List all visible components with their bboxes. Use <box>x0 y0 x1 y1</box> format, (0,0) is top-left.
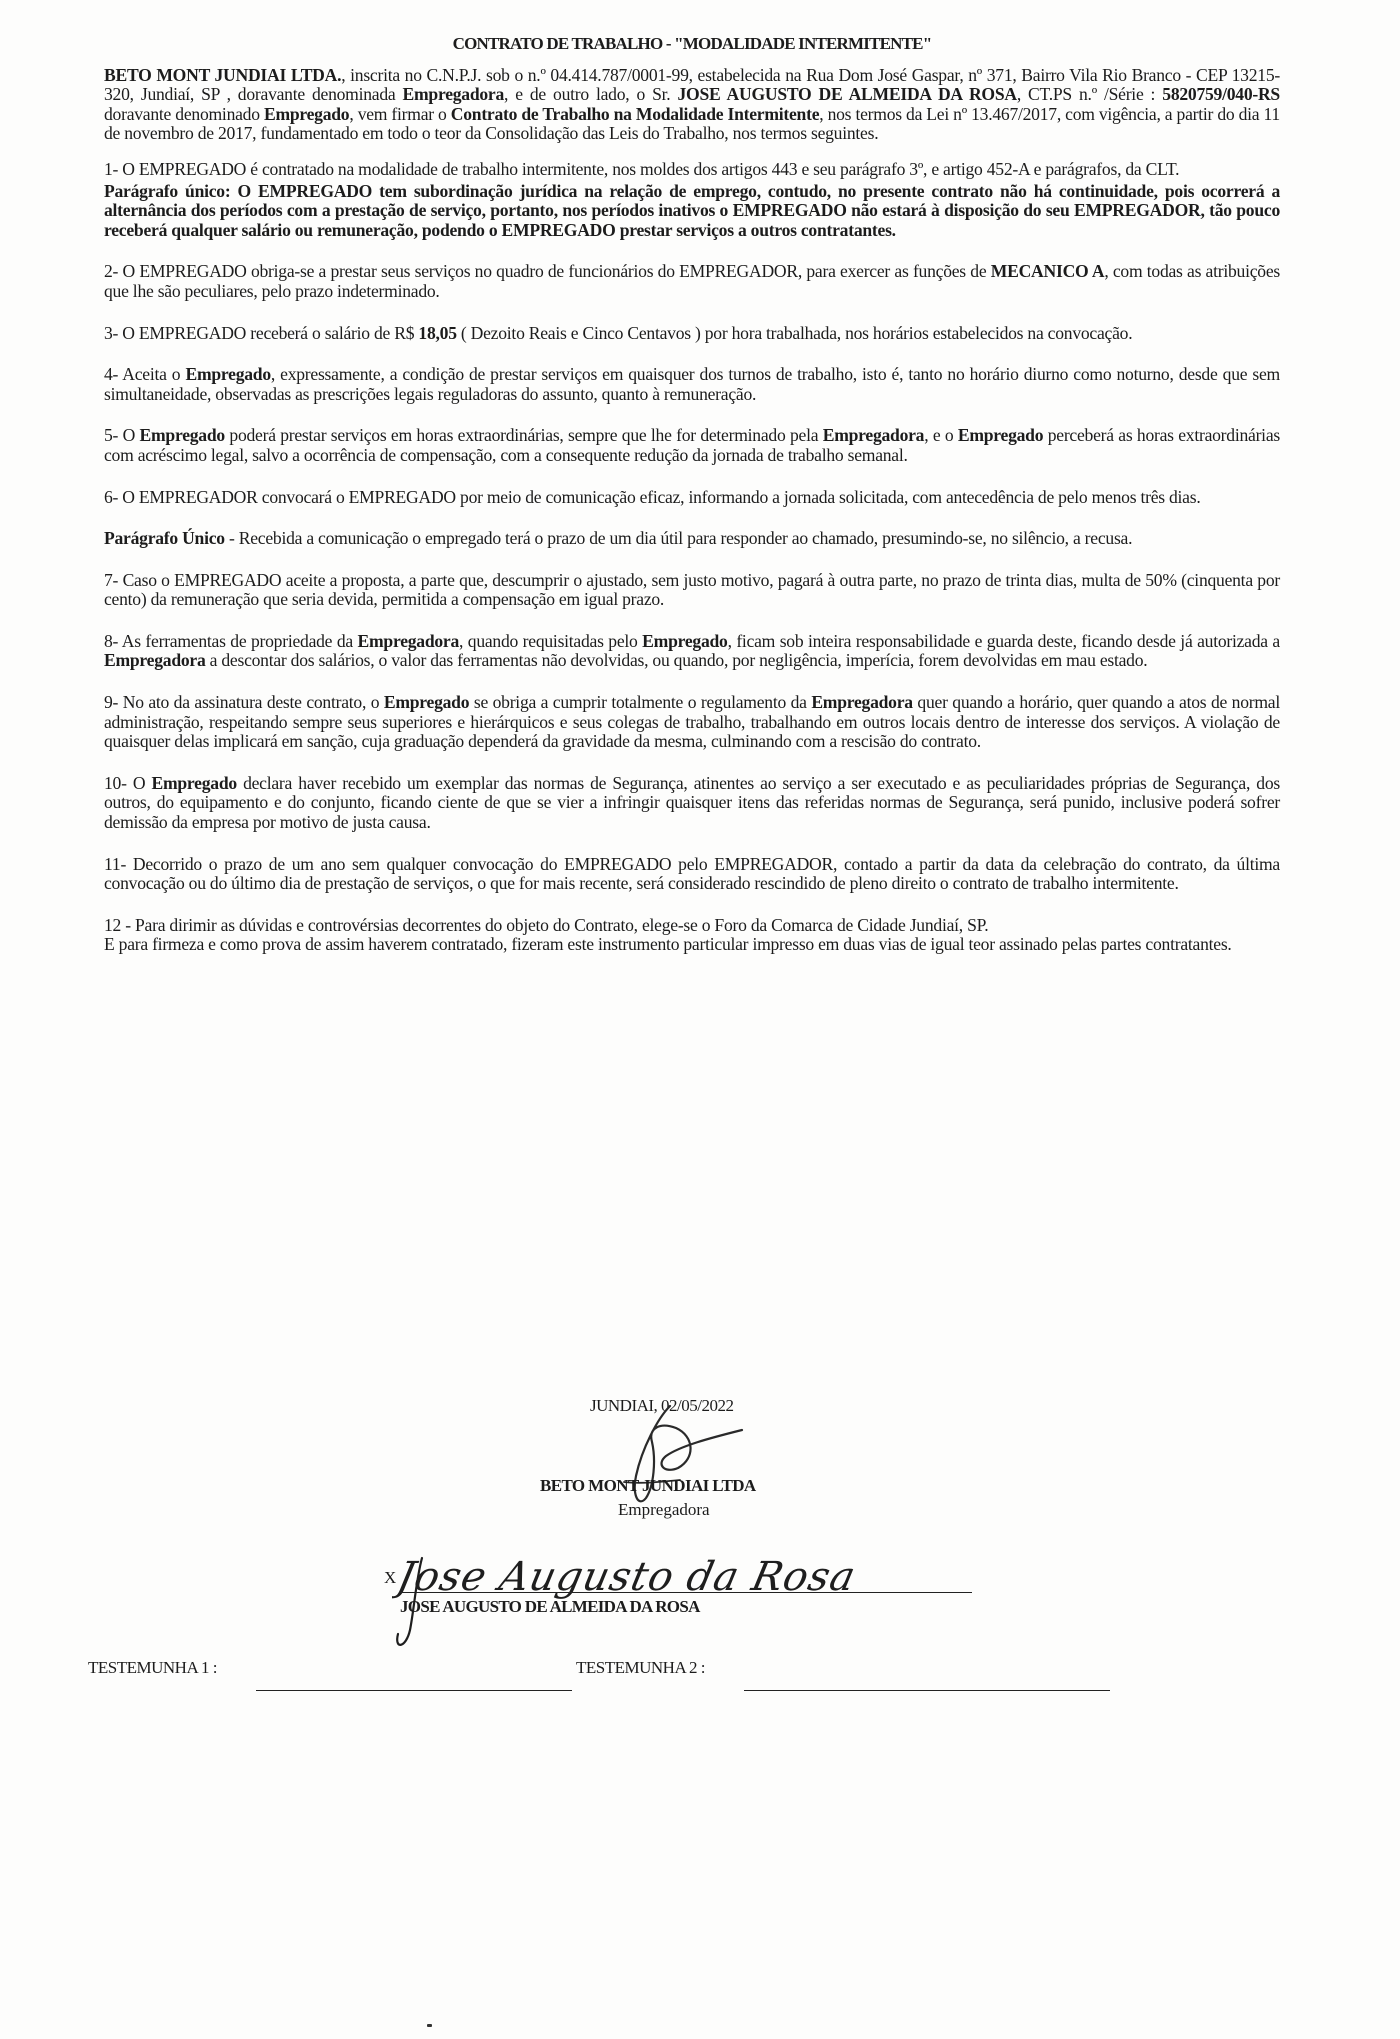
clause-9 <box>104 693 1280 752</box>
clause-5-term-3: Empregado <box>957 425 1044 446</box>
clause-1-sole-paragraph: Parágrafo único: O EMPREGADO tem subordinação jurídica na relação de emprego, contudo, no presente contrato não há continuidade, pois ocorrerá a alternância dos períodos com a prestação de serviço, portanto, nos períodos inativos o EMPREGADO não estará à disposição do seu EMPREGADOR, tão pouco receberá qualquer salário ou remuneração, podendo o EMPREGADO prestar serviços a outros contratantes. <box>104 180 1280 240</box>
clause-9-term-2: Empregadora <box>811 692 913 713</box>
job-role: MECANICO A <box>990 261 1105 282</box>
clause-10-term: Empregado <box>151 772 237 793</box>
clause-6: 6- O EMPREGADOR convocará o EMPREGADO por meio de comunicação eficaz, informando a jornada solicitada, com antecedência de pelo menos três dias. <box>104 486 1201 507</box>
clause-3 <box>104 324 1280 344</box>
clause-5-term-1: Empregado <box>139 425 225 446</box>
clause-8-term-2: Empregado <box>642 630 728 651</box>
clause-5-text-2: poderá prestar serviços em horas extraordinárias, sempre que lhe for determinado pela <box>224 425 823 446</box>
employer-name: BETO MONT JUNDIAI LTDA. <box>104 64 342 85</box>
clause-9-text-2: se obriga a cumprir totalmente o regulamento da <box>469 692 812 713</box>
clause-4 <box>104 365 1280 404</box>
clause-2 <box>104 262 1280 301</box>
employee-name-intro: JOSE AUGUSTO DE ALMEIDA DA ROSA <box>677 84 1017 105</box>
clause-10 <box>104 774 1280 833</box>
clause-4-term: Empregado <box>185 364 271 385</box>
clause-10-text-1: 10- O <box>104 772 152 793</box>
clause-11: 11- Decorrido o prazo de um ano sem qualquer convocação do EMPREGADO pelo EMPREGADOR, contado a partir da data da celebração do contrato, da última convocação ou do último dia de prestação de serviços, o que for mais recente, será considerado rescindido de pleno direito o contrato de trabalho intermitente. <box>104 853 1280 894</box>
contract-body <box>104 34 1280 971</box>
clause-9-term-1: Empregado <box>383 692 470 713</box>
intro-paragraph <box>104 66 1280 144</box>
clause-12: 12 - Para dirimir as dúvidas e controvérsias decorrentes do objeto do Contrato, elege-se o Foro da Comarca de Cidade Jundiaí, SP. <box>104 914 989 935</box>
clause-10-text-2: declara haver recebido um exemplar das normas de Segurança, atinentes ao serviço a ser executado e as peculiaridades próprias de Segurança, dos outros, do equipamento e do conjunto, ficando ciente de que se vier a infringir quaisquer itens das referidas normas de Segurança, será punido, inclusive poderá sofrer demissão da empresa por motivo de justa causa. <box>104 772 1280 833</box>
clause-8-term-3: Empregadora <box>104 650 206 671</box>
intro-text-5: , vem firmar o <box>349 103 451 124</box>
clause-9-text-1: 9- No ato da assinatura deste contrato, o <box>104 692 384 713</box>
witness-1-label: TESTEMUNHA 1 : <box>88 1658 217 1677</box>
employer-signature-name: BETO MONT JUNDIAI LTDA <box>540 1476 756 1495</box>
intro-text-1: , inscrita no C.N.P.J. sob o n.º 04.414.787/0001-99, estabelecida na Rua Dom José Gaspar, nº 371, Bairro Vila Rio Branco - CEP 13215-320, Jundiaí, SP , doravante denominada <box>104 64 1280 105</box>
clause-8-text-2: , quando requisitadas pelo <box>459 630 643 651</box>
clause-5-text-4: perceberá as horas extraordinárias com acréscimo legal, salvo a ocorrência de compensação, com a consequente redução da jornada de trabalho semanal. <box>104 425 1280 465</box>
employee-term: Empregado <box>263 103 350 124</box>
employee-signature-script: Jose Augusto da Rosa <box>393 1552 861 1600</box>
clause-2-text-2: , com todas as atribuições que lhe são peculiares, pelo prazo indeterminado. <box>104 261 1280 301</box>
intro-text-2: , e de outro lado, o Sr. <box>504 84 678 105</box>
closing-statement: E para firmeza e como prova de assim haverem contratado, fizeram este instrumento particular impresso em duas vias de igual teor assinado pelas partes contratantes. <box>104 934 1232 955</box>
contract-type: Contrato de Trabalho na Modalidade Intermitente <box>450 103 820 124</box>
sole-paragraph-label: Parágrafo Único <box>104 528 225 549</box>
clause-6-sole-paragraph <box>104 529 1280 549</box>
document-title: CONTRATO DE TRABALHO - "MODALIDADE INTERMITENTE" <box>452 34 932 53</box>
scan-speck <box>427 2024 432 2027</box>
clause-2-text-1: 2- O EMPREGADO obriga-se a prestar seus serviços no quadro de funcionários do EMPREGADOR, para exercer as funções de <box>104 261 991 282</box>
witness-2-signature-line <box>744 1690 1110 1691</box>
clause-5-term-2: Empregadora <box>822 425 925 446</box>
place-and-date: JUNDIAI, 02/05/2022 <box>590 1396 734 1415</box>
clause-8-text-3: , ficam sob inteira responsabilidade e guarda deste, ficando desde já autorizada a <box>727 630 1280 651</box>
witness-1-signature-line <box>256 1690 572 1691</box>
clause-8 <box>104 632 1280 671</box>
intro-text-4: doravante denominado <box>104 103 264 124</box>
employee-signature-name: JOSE AUGUSTO DE ALMEIDA DA ROSA <box>400 1597 700 1616</box>
clause-8-term-1: Empregadora <box>357 630 460 651</box>
clause-8-text-1: 8- As ferramentas de propriedade da <box>104 630 358 651</box>
signature-mark: X <box>384 1568 397 1587</box>
clause-5-text-3: , e o <box>924 425 958 446</box>
witness-2-label: TESTEMUNHA 2 : <box>576 1658 705 1677</box>
clause-8-text-4: a descontar dos salários, o valor das ferramentas não devolvidas, ou quando, por negligência, imperícia, forem devolvidas em mau estado. <box>205 650 1148 671</box>
clause-4-text-1: 4- Aceita o <box>104 364 186 385</box>
clause-3-text-1: 3- O EMPREGADO receberá o salário de R$ <box>104 322 419 343</box>
clause-1: 1- O EMPREGADO é contratado na modalidade de trabalho intermitente, nos moldes dos artigos 443 e seu parágrafo 3º, e artigo 452-A e parágrafos, da CLT. <box>104 158 1180 179</box>
clause-5-text-1: 5- O <box>104 425 140 446</box>
sole-paragraph-text: - Recebida a comunicação o empregado terá o prazo de um dia útil para responder ao chamado, presumindo-se, no silêncio, a recusa. <box>224 528 1133 549</box>
intro-text-6: , nos termos da Lei nº 13.467/2017, com vigência, a partir do dia 11 de novembro de 2017, fundamentado em todo o teor da Consolidação das Leis do Trabalho, nos termos seguintes. <box>104 103 1280 144</box>
employer-role: Empregadora <box>618 1500 710 1519</box>
clause-9-text-3: quer quando a horário, quer quando a atos de normal administração, respeitando sempre seus superiores e hierárquicos e seus colegas de trabalho, trabalhando em outros locais dentro de interesse dos serviços. A violação de quaisquer delas implicará em sanção, cuja graduação dependerá da gravidade da mesma, culminando com a rescisão do contrato. <box>104 692 1280 752</box>
clause-7: 7- Caso o EMPREGADO aceite a proposta, a parte que, descumprir o ajustado, sem justo motivo, pagará à outra parte, no prazo de trinta dias, multa de 50% (cinquenta por cento) da remuneração que seria devida, permitida a compensação em igual prazo. <box>104 569 1280 610</box>
clause-3-text-2: ( Dezoito Reais e Cinco Centavos ) por hora trabalhada, nos horários estabelecidos na convocação. <box>456 322 1133 343</box>
employer-term: Empregadora <box>402 84 505 105</box>
clause-5 <box>104 426 1280 465</box>
hourly-wage: 18,05 <box>418 322 457 343</box>
ctps-number: 5820759/040-RS <box>1162 84 1280 105</box>
employee-signature-line <box>400 1592 972 1593</box>
intro-text-3: , CT.PS n.º /Série : <box>1016 84 1163 105</box>
clause-4-text-2: , expressamente, a condição de prestar serviços em quaisquer dos turnos de trabalho, isto é, tanto no horário diurno como noturno, desde que sem simultaneidade, observadas as prescrições legais reguladoras do assunto, quanto à remuneração. <box>104 364 1280 404</box>
